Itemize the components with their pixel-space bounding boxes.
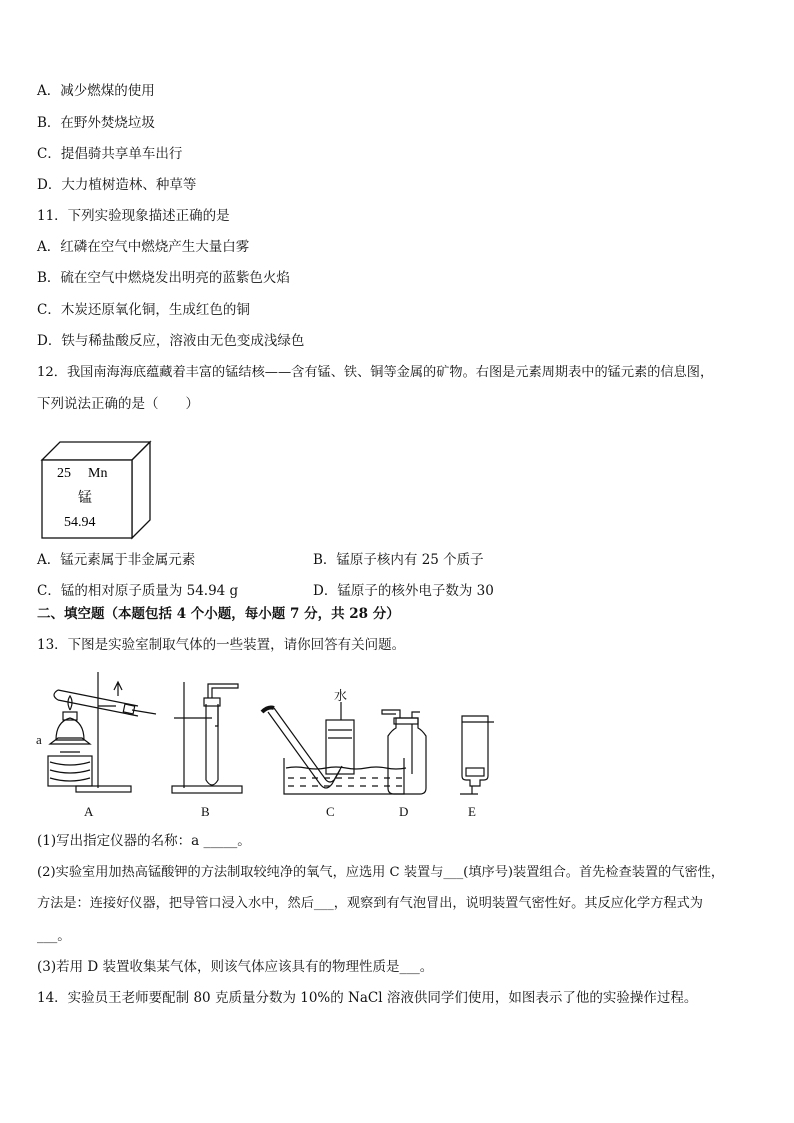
q13-part3: (3)若用 D 装置收集某气体，则该气体应该具有的物理性质是___。 xyxy=(37,959,434,975)
apparatus-figure xyxy=(36,660,506,830)
q13-stem: 13．下图是实验室制取气体的一些装置，请你回答有关问题。 xyxy=(37,637,406,653)
q10-option-c: C．提倡骑共享单车出行 xyxy=(37,146,183,162)
label-water: 水 xyxy=(334,689,348,704)
q14-stem: 14．实验员王老师要配制 80 克质量分数为 10%的 NaCl 溶液供同学们使用，如图表示了他的实验操作过程。 xyxy=(37,990,698,1006)
q10-option-d: D．大力植树造林、种草等 xyxy=(37,177,197,193)
q13-part2-line1: (2)实验室用加热高锰酸钾的方法制取较纯净的氧气，应选用 C 装置与___(填序号)装置组合。首先检查装置的气密性， xyxy=(37,865,725,880)
q11-option-d: D．铁与稀盐酸反应，溶液由无色变成浅绿色 xyxy=(37,333,305,349)
apparatus-drawing xyxy=(36,660,506,830)
label-A: A xyxy=(84,804,94,819)
apparatus-a xyxy=(48,672,156,792)
q11-stem: 11．下列实验现象描述正确的是 xyxy=(37,208,230,224)
element-symbol: Mn xyxy=(88,466,108,481)
q12-stem-line2: 下列说法正确的是（ ） xyxy=(37,396,199,412)
label-B: B xyxy=(201,804,210,819)
label-a: a xyxy=(36,732,42,747)
q12-option-b: B．锰原子核内有 25 个质子 xyxy=(313,552,484,568)
q12-stem-line1: 12．我国南海海底蕴藏着丰富的锰结核——含有锰、铁、铜等金属的矿物。右图是元素周期表中的锰元素的信息图， xyxy=(37,365,714,380)
q13-part2-line2: 方法是：连接好仪器，把导管口浸入水中，然后___，观察到有气泡冒出，说明装置气密性好。其反应化学方程式为 xyxy=(37,896,703,911)
element-mass: 54.94 xyxy=(64,515,96,530)
element-info-card xyxy=(40,440,152,540)
label-C: C xyxy=(326,804,335,819)
q12-option-a: A．锰元素属于非金属元素 xyxy=(37,552,196,568)
q13-part2-line3: ___。 xyxy=(37,928,71,944)
element-name: 锰 xyxy=(78,490,92,506)
q10-option-b: B．在野外焚烧垃圾 xyxy=(37,115,155,131)
apparatus-c xyxy=(262,688,406,794)
q12-option-c: C．锰的相对原子质量为 54.94 g xyxy=(37,583,239,599)
label-D: D xyxy=(399,804,409,819)
section-heading: 二、填空题（本题包括 4 个小题，每小题 7 分，共 28 分） xyxy=(37,606,400,622)
q12-option-d: D．锰原子的核外电子数为 30 xyxy=(313,583,494,599)
q11-option-c: C．木炭还原氧化铜，生成红色的铜 xyxy=(37,302,250,318)
q11-option-b: B．硫在空气中燃烧发出明亮的蓝紫色火焰 xyxy=(37,270,290,286)
element-number: 25 xyxy=(57,466,71,481)
label-E: E xyxy=(468,804,476,819)
element-card-box xyxy=(40,440,152,540)
apparatus-b xyxy=(172,682,242,793)
q11-option-a: A．红磷在空气中燃烧产生大量白雾 xyxy=(37,239,250,255)
q13-part1: (1)写出指定仪器的名称：a _____。 xyxy=(37,833,251,849)
q10-option-a: A．减少燃煤的使用 xyxy=(37,83,155,99)
apparatus-e xyxy=(460,716,494,794)
